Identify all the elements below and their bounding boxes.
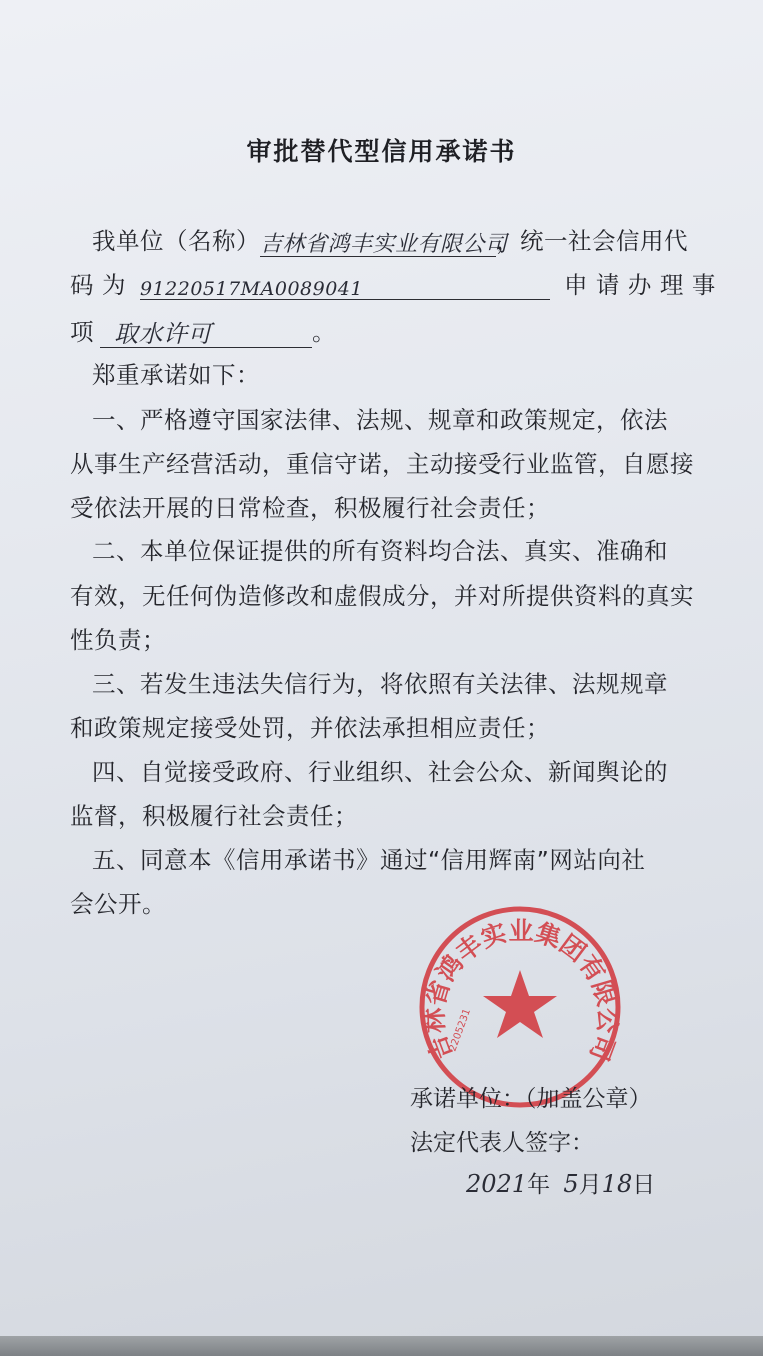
item-label: 项 bbox=[70, 318, 94, 346]
clause-5-line-1: 五、同意本《信用承诺书》通过“信用辉南”网站向社 bbox=[92, 846, 646, 874]
signature-date bbox=[466, 1166, 655, 1199]
credit-code-handwritten: 91220517MA0089041 bbox=[139, 278, 363, 300]
svg-text:2205231: 2205231 bbox=[447, 1007, 474, 1054]
clause-5-line-2: 会公开。 bbox=[70, 890, 166, 918]
credit-code-field bbox=[140, 271, 550, 300]
intro-line-1 bbox=[92, 222, 688, 257]
code-label: 码 为 bbox=[70, 271, 126, 299]
svg-text:吉林省鸿丰实业集团有限公司: 吉林省鸿丰实业集团有限公司 bbox=[419, 916, 623, 1065]
document-title: 审批替代型信用承诺书 bbox=[246, 137, 517, 166]
date-day-unit: 日 bbox=[632, 1172, 656, 1198]
item-field bbox=[100, 312, 312, 348]
company-name-handwritten: 吉林省鸿丰实业有限公司 bbox=[260, 232, 508, 257]
clause-4-line-2: 监督，积极履行社会责任； bbox=[70, 802, 358, 830]
intro-prefix: 我单位（名称） bbox=[92, 227, 260, 255]
date-month-unit: 月 bbox=[578, 1172, 602, 1198]
signature-rep-label: 法定代表人签字： bbox=[410, 1130, 594, 1156]
clause-3-line-1: 三、若发生违法失信行为，将依照有关法律、法规规章 bbox=[92, 670, 668, 698]
date-year: 2021 bbox=[466, 1170, 528, 1198]
intro-line-2 bbox=[70, 266, 716, 300]
item-handwritten: 取水许可 bbox=[114, 320, 212, 348]
company-name-field bbox=[260, 225, 508, 257]
intro-after-name: ，统一社会信用代 bbox=[496, 227, 688, 255]
clause-2-line-1: 二、本单位保证提供的所有资料均合法、真实、准确和 bbox=[92, 537, 668, 565]
clause-3-line-2: 和政策规定接受处罚，并依法承担相应责任； bbox=[70, 714, 550, 742]
date-month: 5 bbox=[563, 1170, 579, 1198]
star-icon bbox=[483, 970, 557, 1038]
clause-4-line-1: 四、自觉接受政府、行业组织、社会公众、新闻舆论的 bbox=[92, 758, 668, 786]
signature-unit-label: 承诺单位：（加盖公章） bbox=[410, 1086, 652, 1112]
intro-end: 。 bbox=[312, 318, 336, 346]
clause-2-line-2: 有效，无任何伪造修改和虚假成分，并对所提供资料的真实 bbox=[70, 582, 694, 610]
clause-1-line-1: 一、严格遵守国家法律、法规、规章和政策规定，依法 bbox=[92, 406, 668, 434]
apply-text: 申 请 办 理 事 bbox=[563, 271, 716, 299]
intro-line-3 bbox=[70, 312, 336, 348]
date-year-unit: 年 bbox=[527, 1172, 551, 1198]
clause-1-line-2: 从事生产经营活动，重信守诺，主动接受行业监管，自愿接 bbox=[70, 450, 694, 478]
pledge-heading: 郑重承诺如下： bbox=[92, 361, 260, 389]
table-surface bbox=[0, 1336, 763, 1356]
clause-2-line-3: 性负责； bbox=[70, 626, 166, 654]
date-day: 18 bbox=[601, 1170, 633, 1198]
clause-1-line-3: 受依法开展的日常检查，积极履行社会责任； bbox=[70, 494, 550, 522]
